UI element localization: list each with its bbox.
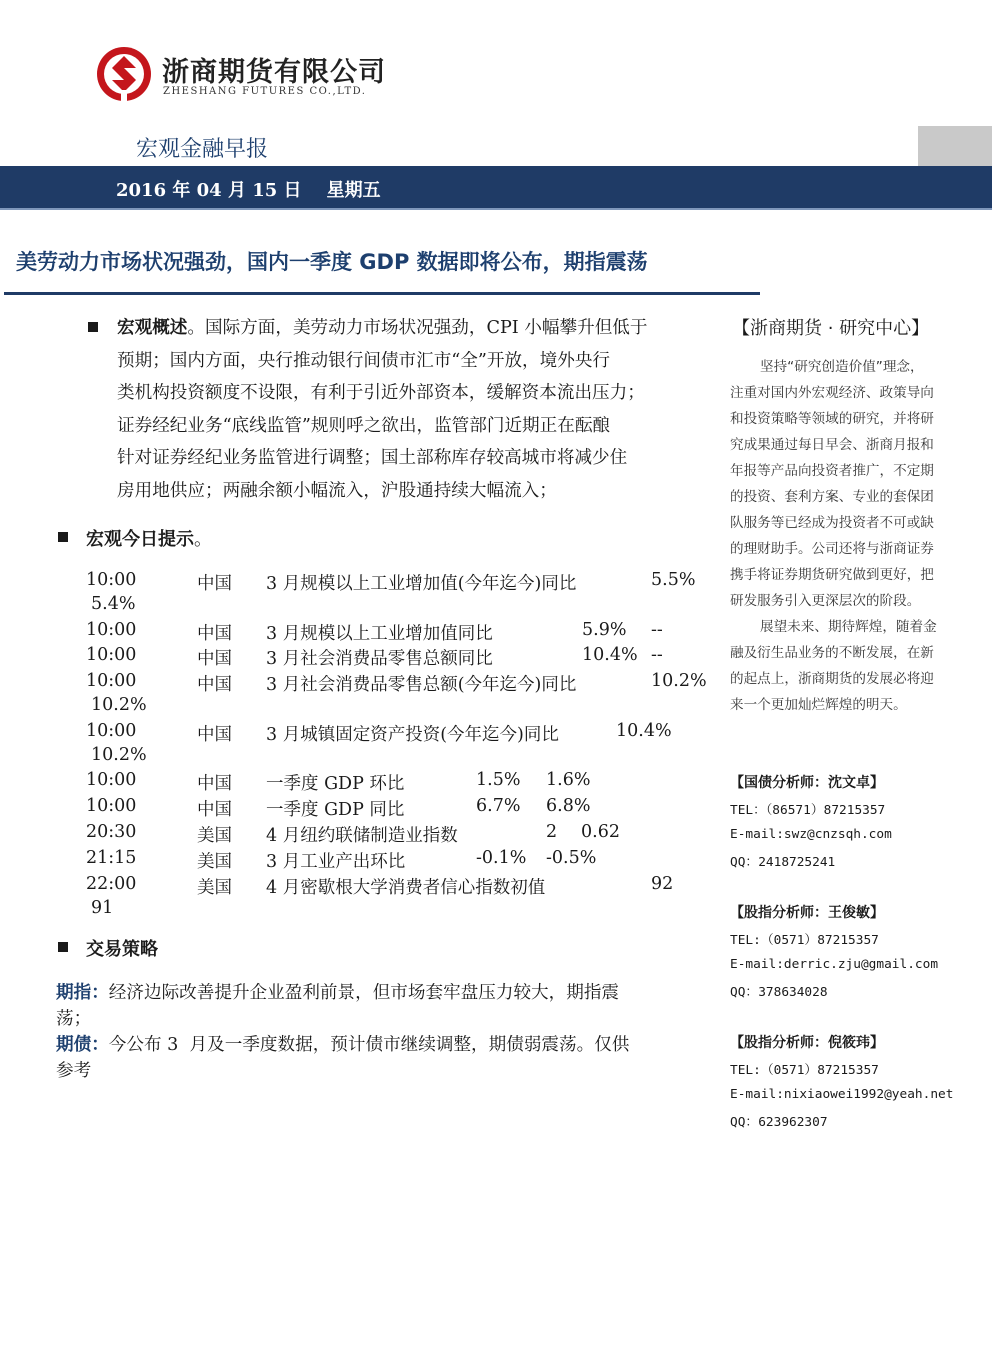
calendar-row [86, 796, 706, 822]
calendar-previous-value: 6.7% [476, 796, 521, 817]
calendar-time: 21:15 [86, 847, 137, 868]
calendar-time: 10:00 [86, 770, 137, 791]
calendar-expected-value: -- [651, 645, 663, 666]
calendar-country: 中国 [197, 675, 232, 696]
calendar-indicator: 4 月密歇根大学消费者信心指数初值 [266, 877, 546, 898]
calendar-row [86, 645, 706, 671]
calendar-time: 22:00 [86, 873, 137, 894]
analyst-email[interactable]: E-mail:swz@cnzsqh.com [730, 827, 892, 842]
calendar-indicator: 一季度 GDP 环比 [266, 774, 405, 795]
calendar-country: 美国 [197, 825, 232, 846]
company-name-cn: 浙商期货有限公司 [162, 57, 386, 88]
calendar-row [86, 570, 706, 620]
analyst-qq: QQ：623962307 [730, 1115, 828, 1130]
overview-line: 宏观概述。国际方面，美劳动力市场状况强劲，CPI 小幅攀升但低于 [117, 318, 648, 338]
calendar-indicator: 一季度 GDP 同比 [266, 800, 405, 821]
analyst-email[interactable]: E-mail:derric.zju@gmail.com [730, 957, 939, 972]
overview-line: 针对证券经纪业务监管进行调整；国土部称库存较高城市将减少住 [117, 448, 628, 469]
research-center-intro: 坚持“研究创造价值”理念， 注重对国内外宏观经济、政策导向 和投资策略等领域的研究，并将研 究成果通过每日早会、浙商月报和 年报等产品向投资者推广，不定期 的投资、套利方案、专业的套保团 队服务等已经成为投资者不可或缺 的理财助手。公司还将与浙商证券 携手将证券期货研究做到更好，把 研发服务引入更深层次的阶段。 展望未来、期待辉煌，随着金 融及衍生品业务的不断发展，在新 的起点上，浙商期货的发展必将迎 来一个更加灿烂辉煌的明天。 [730, 359, 937, 713]
calendar-row [86, 874, 706, 924]
calendar-previous-value: 10.4% [616, 720, 672, 741]
calendar-expected-value: 10.2% [91, 695, 147, 716]
economic-calendar [86, 570, 706, 923]
overview-label: 宏观概述 [117, 318, 188, 338]
calendar-indicator: 3 月规模以上工业增加值同比 [266, 623, 493, 644]
analyst-name: 【股指分析师：倪筱玮】 [730, 1035, 884, 1051]
analyst-card [730, 772, 892, 870]
overview-paragraph [117, 312, 717, 508]
calendar-time: 10:00 [86, 619, 137, 640]
company-logo [96, 46, 152, 102]
headline: 美劳动力市场状况强劲，国内一季度 GDP 数据即将公布，期指震荡 [16, 250, 648, 274]
analyst-qq: QQ：378634028 [730, 985, 828, 1000]
report-title: 宏观金融早报 [136, 137, 269, 162]
analyst-phone: TEL:（0571）87215357 [730, 933, 879, 948]
headline-divider [4, 292, 760, 295]
header-gray-tab [918, 126, 992, 166]
overview-bullet-icon [88, 322, 98, 332]
today-heading: 宏观今日提示。 [86, 529, 212, 550]
analyst-phone: TEL:（0571）87215357 [730, 1063, 879, 1078]
analyst-card [730, 902, 938, 1000]
calendar-expected-value: 1.6% [546, 770, 591, 791]
calendar-indicator: 3 月社会消费品零售总额(今年迄今)同比 [266, 675, 577, 696]
calendar-indicator: 3 月工业产出环比 [266, 851, 406, 872]
calendar-row [86, 822, 706, 848]
calendar-country: 美国 [197, 877, 232, 898]
strategy-futures-index: 期指：经济边际改善提升企业盈利前景，但市场套牢盘压力较大，期指震 荡； [56, 983, 620, 1029]
calendar-expected-value: -0.5% [546, 847, 597, 868]
calendar-row [86, 721, 706, 771]
strategy-heading: 交易策略 [86, 939, 158, 960]
today-bullet-icon [58, 532, 68, 542]
calendar-row [86, 770, 706, 796]
calendar-time: 20:30 [86, 821, 137, 842]
analyst-card [730, 1032, 953, 1130]
calendar-time: 10:00 [86, 796, 137, 817]
calendar-previous-value: 5.9% [582, 619, 627, 640]
overview-line: 预期；国内方面，央行推动银行间债市汇市“全”开放，境外央行 [117, 350, 611, 371]
overview-line: 房用地供应；两融余额小幅流入，沪股通持续大幅流入； [117, 480, 557, 501]
calendar-indicator: 3 月城镇固定资产投资(今年迄今)同比 [266, 724, 559, 745]
calendar-previous-value: 1.5% [476, 770, 521, 791]
research-center-title: 【浙商期货 · 研究中心】 [732, 318, 930, 339]
calendar-previous-value: 10.4% [582, 645, 638, 666]
calendar-country: 中国 [197, 649, 232, 670]
calendar-previous-value: -0.1% [476, 847, 527, 868]
calendar-previous-value: 10.2% [651, 671, 707, 692]
date-banner-underline [0, 208, 992, 210]
analyst-qq: QQ：2418725241 [730, 855, 836, 870]
futures-index-label: 期指： [56, 983, 109, 1003]
calendar-indicator: 3 月规模以上工业增加值(今年迄今)同比 [266, 574, 577, 594]
calendar-country: 中国 [197, 724, 232, 745]
calendar-expected-value: -- [651, 619, 663, 640]
calendar-time: 10:00 [86, 645, 137, 666]
calendar-row [86, 848, 706, 874]
company-name-en: ZHESHANG FUTURES CO.,LTD. [163, 86, 367, 97]
analyst-name: 【股指分析师：王俊敏】 [730, 905, 884, 921]
strategy-bullet-icon [58, 942, 68, 952]
calendar-expected-value: 91 [91, 897, 114, 918]
analyst-phone: TEL：（86571）87215357 [730, 803, 886, 818]
calendar-country: 中国 [197, 623, 232, 644]
calendar-time: 10:00 [86, 720, 137, 741]
analyst-email[interactable]: E-mail:nixiaowei1992@yeah.net [730, 1087, 954, 1102]
calendar-country: 中国 [197, 774, 232, 795]
analyst-name: 【国债分析师：沈文卓】 [730, 775, 884, 791]
calendar-country: 中国 [197, 800, 232, 821]
calendar-row [86, 620, 706, 646]
calendar-previous-value: 92 [651, 873, 674, 894]
calendar-row [86, 671, 706, 721]
report-date: 2016 年 04 月 15 日 星期五 [116, 180, 381, 201]
calendar-time: 10:00 [86, 671, 137, 692]
calendar-country: 美国 [197, 851, 232, 872]
strategy-treasury-bond: 期债：今公布 3 月及一季度数据，预计债市继续调整，期债弱震荡。仅供 参考 [56, 1035, 630, 1081]
overview-line: 类机构投资额度不设限，有利于引近外部资本，缓解资本流出压力； [117, 383, 645, 404]
calendar-expected-value: 10.2% [91, 744, 147, 765]
calendar-expected-value: 0.62 [581, 821, 620, 842]
calendar-indicator: 4 月纽约联储制造业指数 [266, 825, 458, 846]
calendar-expected-value: 6.8% [546, 796, 591, 817]
overview-line: 证券经纪业务“底线监管”规则呼之欲出，监管部门近期正在酝酿 [117, 415, 611, 436]
calendar-expected-value: 5.4% [91, 594, 136, 614]
calendar-time: 10:00 [86, 570, 137, 590]
calendar-country: 中国 [197, 574, 232, 594]
calendar-previous-value: 2 [546, 821, 558, 842]
calendar-previous-value: 5.5% [651, 570, 696, 590]
bond-label: 期债： [56, 1035, 109, 1055]
calendar-indicator: 3 月社会消费品零售总额同比 [266, 649, 493, 670]
